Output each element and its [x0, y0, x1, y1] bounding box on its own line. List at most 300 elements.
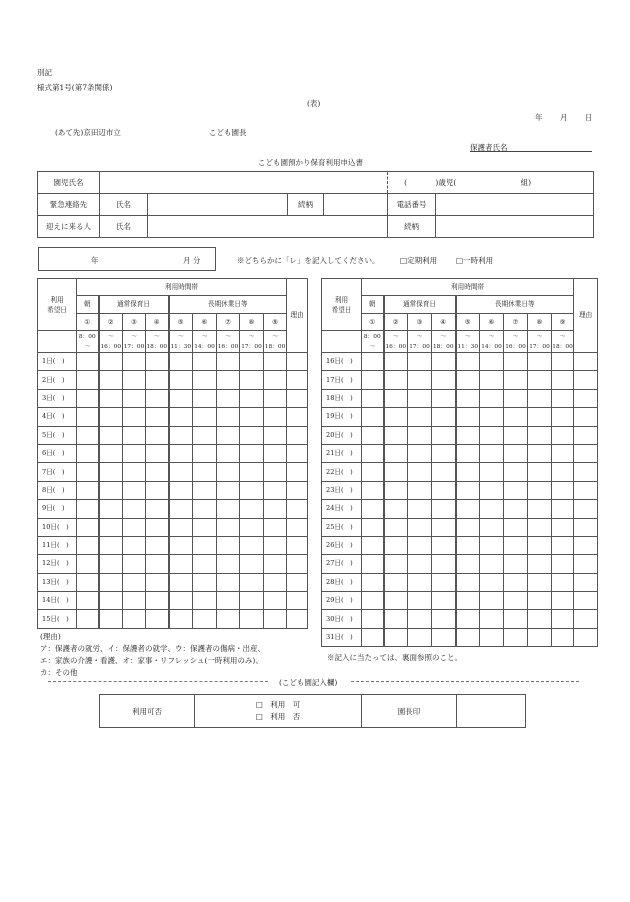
reason-cell[interactable] [574, 371, 598, 389]
slot-cell[interactable] [77, 353, 99, 371]
slot-cell[interactable] [169, 610, 193, 628]
slot-cell[interactable] [240, 573, 264, 591]
slot-cell[interactable] [146, 481, 169, 499]
slot-cell[interactable] [193, 444, 217, 462]
slot-cell[interactable] [504, 500, 528, 518]
slot-cell[interactable] [432, 536, 456, 554]
slot-cell[interactable] [384, 500, 408, 518]
slot-cell[interactable] [552, 389, 574, 407]
slot-cell[interactable] [504, 573, 528, 591]
slot-cell[interactable] [264, 353, 287, 371]
slot-cell[interactable] [408, 500, 432, 518]
slot-cell[interactable] [77, 555, 99, 573]
slot-cell[interactable] [146, 371, 169, 389]
slot-cell[interactable] [528, 500, 552, 518]
slot-cell[interactable] [384, 628, 408, 646]
slot-cell[interactable] [193, 555, 217, 573]
slot-cell[interactable] [552, 536, 574, 554]
slot-cell[interactable] [77, 426, 99, 444]
pickup-name-field[interactable] [148, 216, 388, 238]
slot-cell[interactable] [146, 426, 169, 444]
slot-cell[interactable] [552, 463, 574, 481]
slot-cell[interactable] [456, 463, 480, 481]
slot-cell[interactable] [169, 536, 193, 554]
slot-cell[interactable] [146, 500, 169, 518]
slot-cell[interactable] [432, 389, 456, 407]
slot-cell[interactable] [456, 573, 480, 591]
slot-cell[interactable] [77, 389, 99, 407]
slot-cell[interactable] [240, 463, 264, 481]
slot-cell[interactable] [362, 573, 384, 591]
slot-cell[interactable] [504, 426, 528, 444]
slot-cell[interactable] [552, 628, 574, 646]
slot-cell[interactable] [240, 408, 264, 426]
slot-cell[interactable] [432, 610, 456, 628]
slot-cell[interactable] [123, 481, 146, 499]
slot-cell[interactable] [384, 444, 408, 462]
slot-cell[interactable] [504, 518, 528, 536]
slot-cell[interactable] [528, 536, 552, 554]
slot-cell[interactable] [528, 389, 552, 407]
availability-no-checkbox[interactable]: □ 利用 否 [255, 712, 301, 721]
slot-cell[interactable] [384, 463, 408, 481]
slot-cell[interactable] [217, 500, 240, 518]
slot-cell[interactable] [408, 389, 432, 407]
slot-cell[interactable] [362, 536, 384, 554]
slot-cell[interactable] [123, 444, 146, 462]
slot-cell[interactable] [528, 426, 552, 444]
slot-cell[interactable] [217, 426, 240, 444]
slot-cell[interactable] [480, 408, 504, 426]
slot-cell[interactable] [504, 463, 528, 481]
slot-cell[interactable] [384, 408, 408, 426]
slot-cell[interactable] [480, 500, 504, 518]
child-name-field[interactable] [100, 172, 388, 194]
slot-cell[interactable] [552, 481, 574, 499]
slot-cell[interactable] [123, 610, 146, 628]
slot-cell[interactable] [264, 444, 287, 462]
slot-cell[interactable] [217, 371, 240, 389]
slot-cell[interactable] [264, 481, 287, 499]
slot-cell[interactable] [456, 444, 480, 462]
slot-cell[interactable] [240, 389, 264, 407]
slot-cell[interactable] [480, 389, 504, 407]
slot-cell[interactable] [169, 426, 193, 444]
slot-cell[interactable] [169, 353, 193, 371]
slot-cell[interactable] [193, 481, 217, 499]
slot-cell[interactable] [146, 444, 169, 462]
reason-cell[interactable] [287, 500, 308, 518]
slot-cell[interactable] [432, 573, 456, 591]
slot-cell[interactable] [528, 610, 552, 628]
slot-cell[interactable] [193, 500, 217, 518]
slot-cell[interactable] [264, 592, 287, 610]
slot-cell[interactable] [264, 610, 287, 628]
slot-cell[interactable] [362, 444, 384, 462]
slot-cell[interactable] [146, 463, 169, 481]
slot-cell[interactable] [217, 610, 240, 628]
slot-cell[interactable] [264, 389, 287, 407]
slot-cell[interactable] [456, 389, 480, 407]
slot-cell[interactable] [123, 536, 146, 554]
slot-cell[interactable] [77, 610, 99, 628]
slot-cell[interactable] [408, 592, 432, 610]
slot-cell[interactable] [362, 555, 384, 573]
reason-cell[interactable] [287, 481, 308, 499]
slot-cell[interactable] [264, 573, 287, 591]
slot-cell[interactable] [408, 463, 432, 481]
slot-cell[interactable] [384, 518, 408, 536]
slot-cell[interactable] [99, 555, 123, 573]
slot-cell[interactable] [480, 481, 504, 499]
slot-cell[interactable] [77, 444, 99, 462]
slot-cell[interactable] [408, 610, 432, 628]
slot-cell[interactable] [504, 389, 528, 407]
reason-cell[interactable] [574, 610, 598, 628]
slot-cell[interactable] [552, 500, 574, 518]
slot-cell[interactable] [552, 426, 574, 444]
slot-cell[interactable] [362, 389, 384, 407]
slot-cell[interactable] [146, 353, 169, 371]
slot-cell[interactable] [240, 371, 264, 389]
slot-cell[interactable] [456, 536, 480, 554]
slot-cell[interactable] [193, 536, 217, 554]
slot-cell[interactable] [146, 518, 169, 536]
pickup-relation-field[interactable] [436, 216, 594, 238]
slot-cell[interactable] [408, 481, 432, 499]
slot-cell[interactable] [408, 444, 432, 462]
reason-cell[interactable] [287, 610, 308, 628]
slot-cell[interactable] [384, 371, 408, 389]
reason-cell[interactable] [287, 518, 308, 536]
slot-cell[interactable] [504, 610, 528, 628]
reason-cell[interactable] [287, 426, 308, 444]
slot-cell[interactable] [408, 371, 432, 389]
slot-cell[interactable] [408, 573, 432, 591]
slot-cell[interactable] [384, 426, 408, 444]
slot-cell[interactable] [384, 555, 408, 573]
reason-cell[interactable] [287, 444, 308, 462]
slot-cell[interactable] [217, 481, 240, 499]
slot-cell[interactable] [504, 481, 528, 499]
slot-cell[interactable] [240, 353, 264, 371]
slot-cell[interactable] [504, 371, 528, 389]
slot-cell[interactable] [480, 592, 504, 610]
slot-cell[interactable] [169, 573, 193, 591]
slot-cell[interactable] [552, 444, 574, 462]
slot-cell[interactable] [528, 408, 552, 426]
slot-cell[interactable] [552, 592, 574, 610]
reason-cell[interactable] [287, 463, 308, 481]
slot-cell[interactable] [123, 426, 146, 444]
slot-cell[interactable] [480, 426, 504, 444]
slot-cell[interactable] [504, 592, 528, 610]
reason-cell[interactable] [574, 444, 598, 462]
slot-cell[interactable] [362, 426, 384, 444]
slot-cell[interactable] [552, 518, 574, 536]
slot-cell[interactable] [240, 610, 264, 628]
slot-cell[interactable] [480, 353, 504, 371]
slot-cell[interactable] [264, 408, 287, 426]
slot-cell[interactable] [432, 500, 456, 518]
slot-cell[interactable] [408, 408, 432, 426]
slot-cell[interactable] [169, 444, 193, 462]
slot-cell[interactable] [384, 536, 408, 554]
reason-cell[interactable] [574, 555, 598, 573]
slot-cell[interactable] [362, 518, 384, 536]
slot-cell[interactable] [99, 371, 123, 389]
reason-cell[interactable] [287, 592, 308, 610]
slot-cell[interactable] [384, 592, 408, 610]
slot-cell[interactable] [146, 610, 169, 628]
slot-cell[interactable] [240, 555, 264, 573]
slot-cell[interactable] [362, 628, 384, 646]
slot-cell[interactable] [193, 573, 217, 591]
slot-cell[interactable] [528, 353, 552, 371]
principal-seal-field[interactable] [457, 695, 526, 728]
slot-cell[interactable] [264, 500, 287, 518]
slot-cell[interactable] [217, 389, 240, 407]
slot-cell[interactable] [264, 426, 287, 444]
slot-cell[interactable] [99, 500, 123, 518]
slot-cell[interactable] [480, 444, 504, 462]
slot-cell[interactable] [99, 536, 123, 554]
slot-cell[interactable] [217, 518, 240, 536]
slot-cell[interactable] [217, 408, 240, 426]
slot-cell[interactable] [432, 481, 456, 499]
reason-cell[interactable] [287, 353, 308, 371]
slot-cell[interactable] [480, 371, 504, 389]
slot-cell[interactable] [552, 610, 574, 628]
slot-cell[interactable] [552, 555, 574, 573]
slot-cell[interactable] [456, 628, 480, 646]
slot-cell[interactable] [480, 628, 504, 646]
slot-cell[interactable] [432, 408, 456, 426]
slot-cell[interactable] [77, 536, 99, 554]
slot-cell[interactable] [217, 463, 240, 481]
reason-cell[interactable] [287, 536, 308, 554]
slot-cell[interactable] [217, 573, 240, 591]
slot-cell[interactable] [504, 353, 528, 371]
slot-cell[interactable] [528, 518, 552, 536]
slot-cell[interactable] [456, 555, 480, 573]
slot-cell[interactable] [528, 463, 552, 481]
reason-cell[interactable] [287, 408, 308, 426]
reason-cell[interactable] [574, 353, 598, 371]
slot-cell[interactable] [123, 518, 146, 536]
slot-cell[interactable] [169, 481, 193, 499]
slot-cell[interactable] [146, 592, 169, 610]
slot-cell[interactable] [146, 555, 169, 573]
slot-cell[interactable] [123, 573, 146, 591]
slot-cell[interactable] [169, 555, 193, 573]
slot-cell[interactable] [77, 408, 99, 426]
slot-cell[interactable] [362, 371, 384, 389]
slot-cell[interactable] [264, 463, 287, 481]
slot-cell[interactable] [99, 353, 123, 371]
slot-cell[interactable] [77, 481, 99, 499]
slot-cell[interactable] [552, 573, 574, 591]
slot-cell[interactable] [528, 555, 552, 573]
slot-cell[interactable] [456, 481, 480, 499]
slot-cell[interactable] [217, 536, 240, 554]
slot-cell[interactable] [240, 426, 264, 444]
reason-cell[interactable] [574, 536, 598, 554]
slot-cell[interactable] [146, 573, 169, 591]
slot-cell[interactable] [169, 500, 193, 518]
reason-cell[interactable] [287, 573, 308, 591]
slot-cell[interactable] [480, 555, 504, 573]
slot-cell[interactable] [504, 444, 528, 462]
slot-cell[interactable] [384, 481, 408, 499]
slot-cell[interactable] [169, 371, 193, 389]
slot-cell[interactable] [146, 389, 169, 407]
slot-cell[interactable] [528, 592, 552, 610]
slot-cell[interactable] [123, 408, 146, 426]
availability-yes-checkbox[interactable]: □ 利用 可 [255, 700, 301, 709]
slot-cell[interactable] [193, 389, 217, 407]
slot-cell[interactable] [432, 371, 456, 389]
slot-cell[interactable] [504, 555, 528, 573]
slot-cell[interactable] [456, 371, 480, 389]
slot-cell[interactable] [99, 518, 123, 536]
slot-cell[interactable] [432, 444, 456, 462]
reason-cell[interactable] [574, 592, 598, 610]
slot-cell[interactable] [528, 628, 552, 646]
regular-use-checkbox[interactable]: □定期利用 [400, 256, 438, 265]
slot-cell[interactable] [264, 555, 287, 573]
slot-cell[interactable] [193, 408, 217, 426]
slot-cell[interactable] [77, 371, 99, 389]
slot-cell[interactable] [480, 463, 504, 481]
slot-cell[interactable] [362, 353, 384, 371]
slot-cell[interactable] [408, 536, 432, 554]
slot-cell[interactable] [77, 573, 99, 591]
reason-cell[interactable] [574, 500, 598, 518]
age-class-field[interactable] [388, 172, 594, 194]
slot-cell[interactable] [99, 573, 123, 591]
slot-cell[interactable] [456, 518, 480, 536]
slot-cell[interactable] [384, 610, 408, 628]
slot-cell[interactable] [193, 463, 217, 481]
slot-cell[interactable] [240, 536, 264, 554]
slot-cell[interactable] [123, 389, 146, 407]
slot-cell[interactable] [528, 481, 552, 499]
slot-cell[interactable] [456, 592, 480, 610]
slot-cell[interactable] [193, 353, 217, 371]
slot-cell[interactable] [362, 408, 384, 426]
slot-cell[interactable] [240, 481, 264, 499]
slot-cell[interactable] [480, 518, 504, 536]
slot-cell[interactable] [193, 592, 217, 610]
slot-cell[interactable] [193, 518, 217, 536]
slot-cell[interactable] [146, 536, 169, 554]
slot-cell[interactable] [408, 628, 432, 646]
slot-cell[interactable] [123, 371, 146, 389]
emergency-relation-field[interactable] [324, 194, 388, 216]
slot-cell[interactable] [264, 536, 287, 554]
reason-cell[interactable] [574, 518, 598, 536]
slot-cell[interactable] [504, 628, 528, 646]
slot-cell[interactable] [240, 500, 264, 518]
slot-cell[interactable] [384, 573, 408, 591]
slot-cell[interactable] [99, 389, 123, 407]
slot-cell[interactable] [480, 536, 504, 554]
reason-cell[interactable] [287, 371, 308, 389]
slot-cell[interactable] [193, 610, 217, 628]
slot-cell[interactable] [362, 610, 384, 628]
slot-cell[interactable] [240, 592, 264, 610]
reason-cell[interactable] [574, 628, 598, 646]
emergency-name-field[interactable] [148, 194, 288, 216]
slot-cell[interactable] [169, 463, 193, 481]
phone-field[interactable] [436, 194, 594, 216]
slot-cell[interactable] [99, 481, 123, 499]
slot-cell[interactable] [240, 444, 264, 462]
slot-cell[interactable] [456, 500, 480, 518]
slot-cell[interactable] [408, 353, 432, 371]
slot-cell[interactable] [362, 481, 384, 499]
slot-cell[interactable] [169, 408, 193, 426]
slot-cell[interactable] [552, 371, 574, 389]
slot-cell[interactable] [264, 518, 287, 536]
slot-cell[interactable] [384, 353, 408, 371]
slot-cell[interactable] [123, 555, 146, 573]
slot-cell[interactable] [432, 463, 456, 481]
slot-cell[interactable] [504, 408, 528, 426]
slot-cell[interactable] [432, 426, 456, 444]
slot-cell[interactable] [217, 592, 240, 610]
slot-cell[interactable] [552, 353, 574, 371]
slot-cell[interactable] [456, 353, 480, 371]
slot-cell[interactable] [77, 592, 99, 610]
slot-cell[interactable] [432, 555, 456, 573]
slot-cell[interactable] [504, 536, 528, 554]
slot-cell[interactable] [99, 426, 123, 444]
reason-cell[interactable] [574, 426, 598, 444]
reason-cell[interactable] [287, 389, 308, 407]
slot-cell[interactable] [552, 408, 574, 426]
month-field[interactable] [38, 247, 216, 271]
slot-cell[interactable] [123, 353, 146, 371]
slot-cell[interactable] [123, 592, 146, 610]
slot-cell[interactable] [169, 389, 193, 407]
slot-cell[interactable] [362, 463, 384, 481]
slot-cell[interactable] [217, 444, 240, 462]
slot-cell[interactable] [362, 592, 384, 610]
slot-cell[interactable] [77, 463, 99, 481]
slot-cell[interactable] [217, 555, 240, 573]
slot-cell[interactable] [432, 518, 456, 536]
slot-cell[interactable] [193, 371, 217, 389]
temporary-use-checkbox[interactable]: □一時利用 [456, 256, 494, 265]
slot-cell[interactable] [146, 408, 169, 426]
slot-cell[interactable] [432, 592, 456, 610]
slot-cell[interactable] [480, 610, 504, 628]
slot-cell[interactable] [193, 426, 217, 444]
slot-cell[interactable] [480, 573, 504, 591]
slot-cell[interactable] [123, 500, 146, 518]
slot-cell[interactable] [384, 389, 408, 407]
slot-cell[interactable] [169, 592, 193, 610]
slot-cell[interactable] [99, 408, 123, 426]
slot-cell[interactable] [408, 518, 432, 536]
slot-cell[interactable] [123, 463, 146, 481]
slot-cell[interactable] [408, 426, 432, 444]
reason-cell[interactable] [574, 481, 598, 499]
slot-cell[interactable] [362, 500, 384, 518]
slot-cell[interactable] [432, 353, 456, 371]
